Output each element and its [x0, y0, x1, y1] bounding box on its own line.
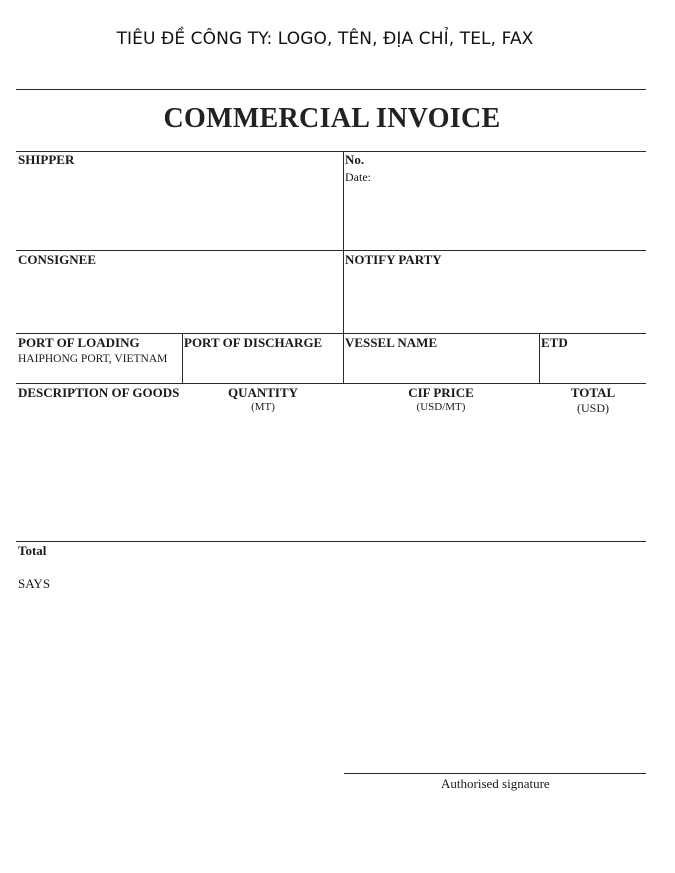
form-top-border	[16, 151, 646, 152]
cif-price-unit: (USD/MT)	[416, 401, 466, 413]
quantity-unit: (MT)	[251, 401, 275, 413]
invoice-number-label: No.	[345, 152, 365, 167]
quantity-header: QUANTITY	[227, 385, 299, 400]
port-of-loading-value: HAIPHONG PORT, VIETNAM	[18, 353, 168, 365]
authorised-signature-label: Authorised signature	[441, 776, 550, 791]
header-divider	[16, 89, 646, 90]
etd-label: ETD	[541, 335, 568, 350]
vessel-name-label: VESSEL NAME	[345, 335, 438, 350]
total-header: TOTAL	[570, 385, 616, 400]
port-of-loading-label: PORT OF LOADING	[18, 335, 140, 350]
vessel-etd-divider	[539, 334, 540, 383]
shipper-label: SHIPPER	[18, 152, 75, 167]
description-of-goods-header: DESCRIPTION OF GOODS	[18, 385, 180, 400]
center-column-divider	[343, 152, 344, 383]
total-label: Total	[18, 543, 47, 558]
notify-party-label: NOTIFY PARTY	[345, 252, 442, 267]
invoice-date-label: Date:	[345, 170, 371, 184]
says-label: SAYS	[18, 576, 51, 591]
port-of-discharge-label: PORT OF DISCHARGE	[184, 335, 323, 350]
loading-discharge-divider	[182, 334, 183, 383]
cif-price-header: CIF PRICE	[408, 385, 474, 400]
company-header-placeholder: TIÊU ĐỀ CÔNG TY: LOGO, TÊN, ĐỊA CHỈ, TEL, FAX	[116, 29, 534, 49]
total-unit: (USD)	[577, 401, 609, 415]
signature-line	[344, 773, 646, 774]
document-title: COMMERCIAL INVOICE	[163, 103, 501, 134]
consignee-row-divider	[16, 333, 646, 334]
shipper-row-divider	[16, 250, 646, 251]
shipping-row-divider	[16, 383, 646, 384]
consignee-label: CONSIGNEE	[18, 252, 97, 267]
goods-total-divider	[16, 541, 646, 542]
